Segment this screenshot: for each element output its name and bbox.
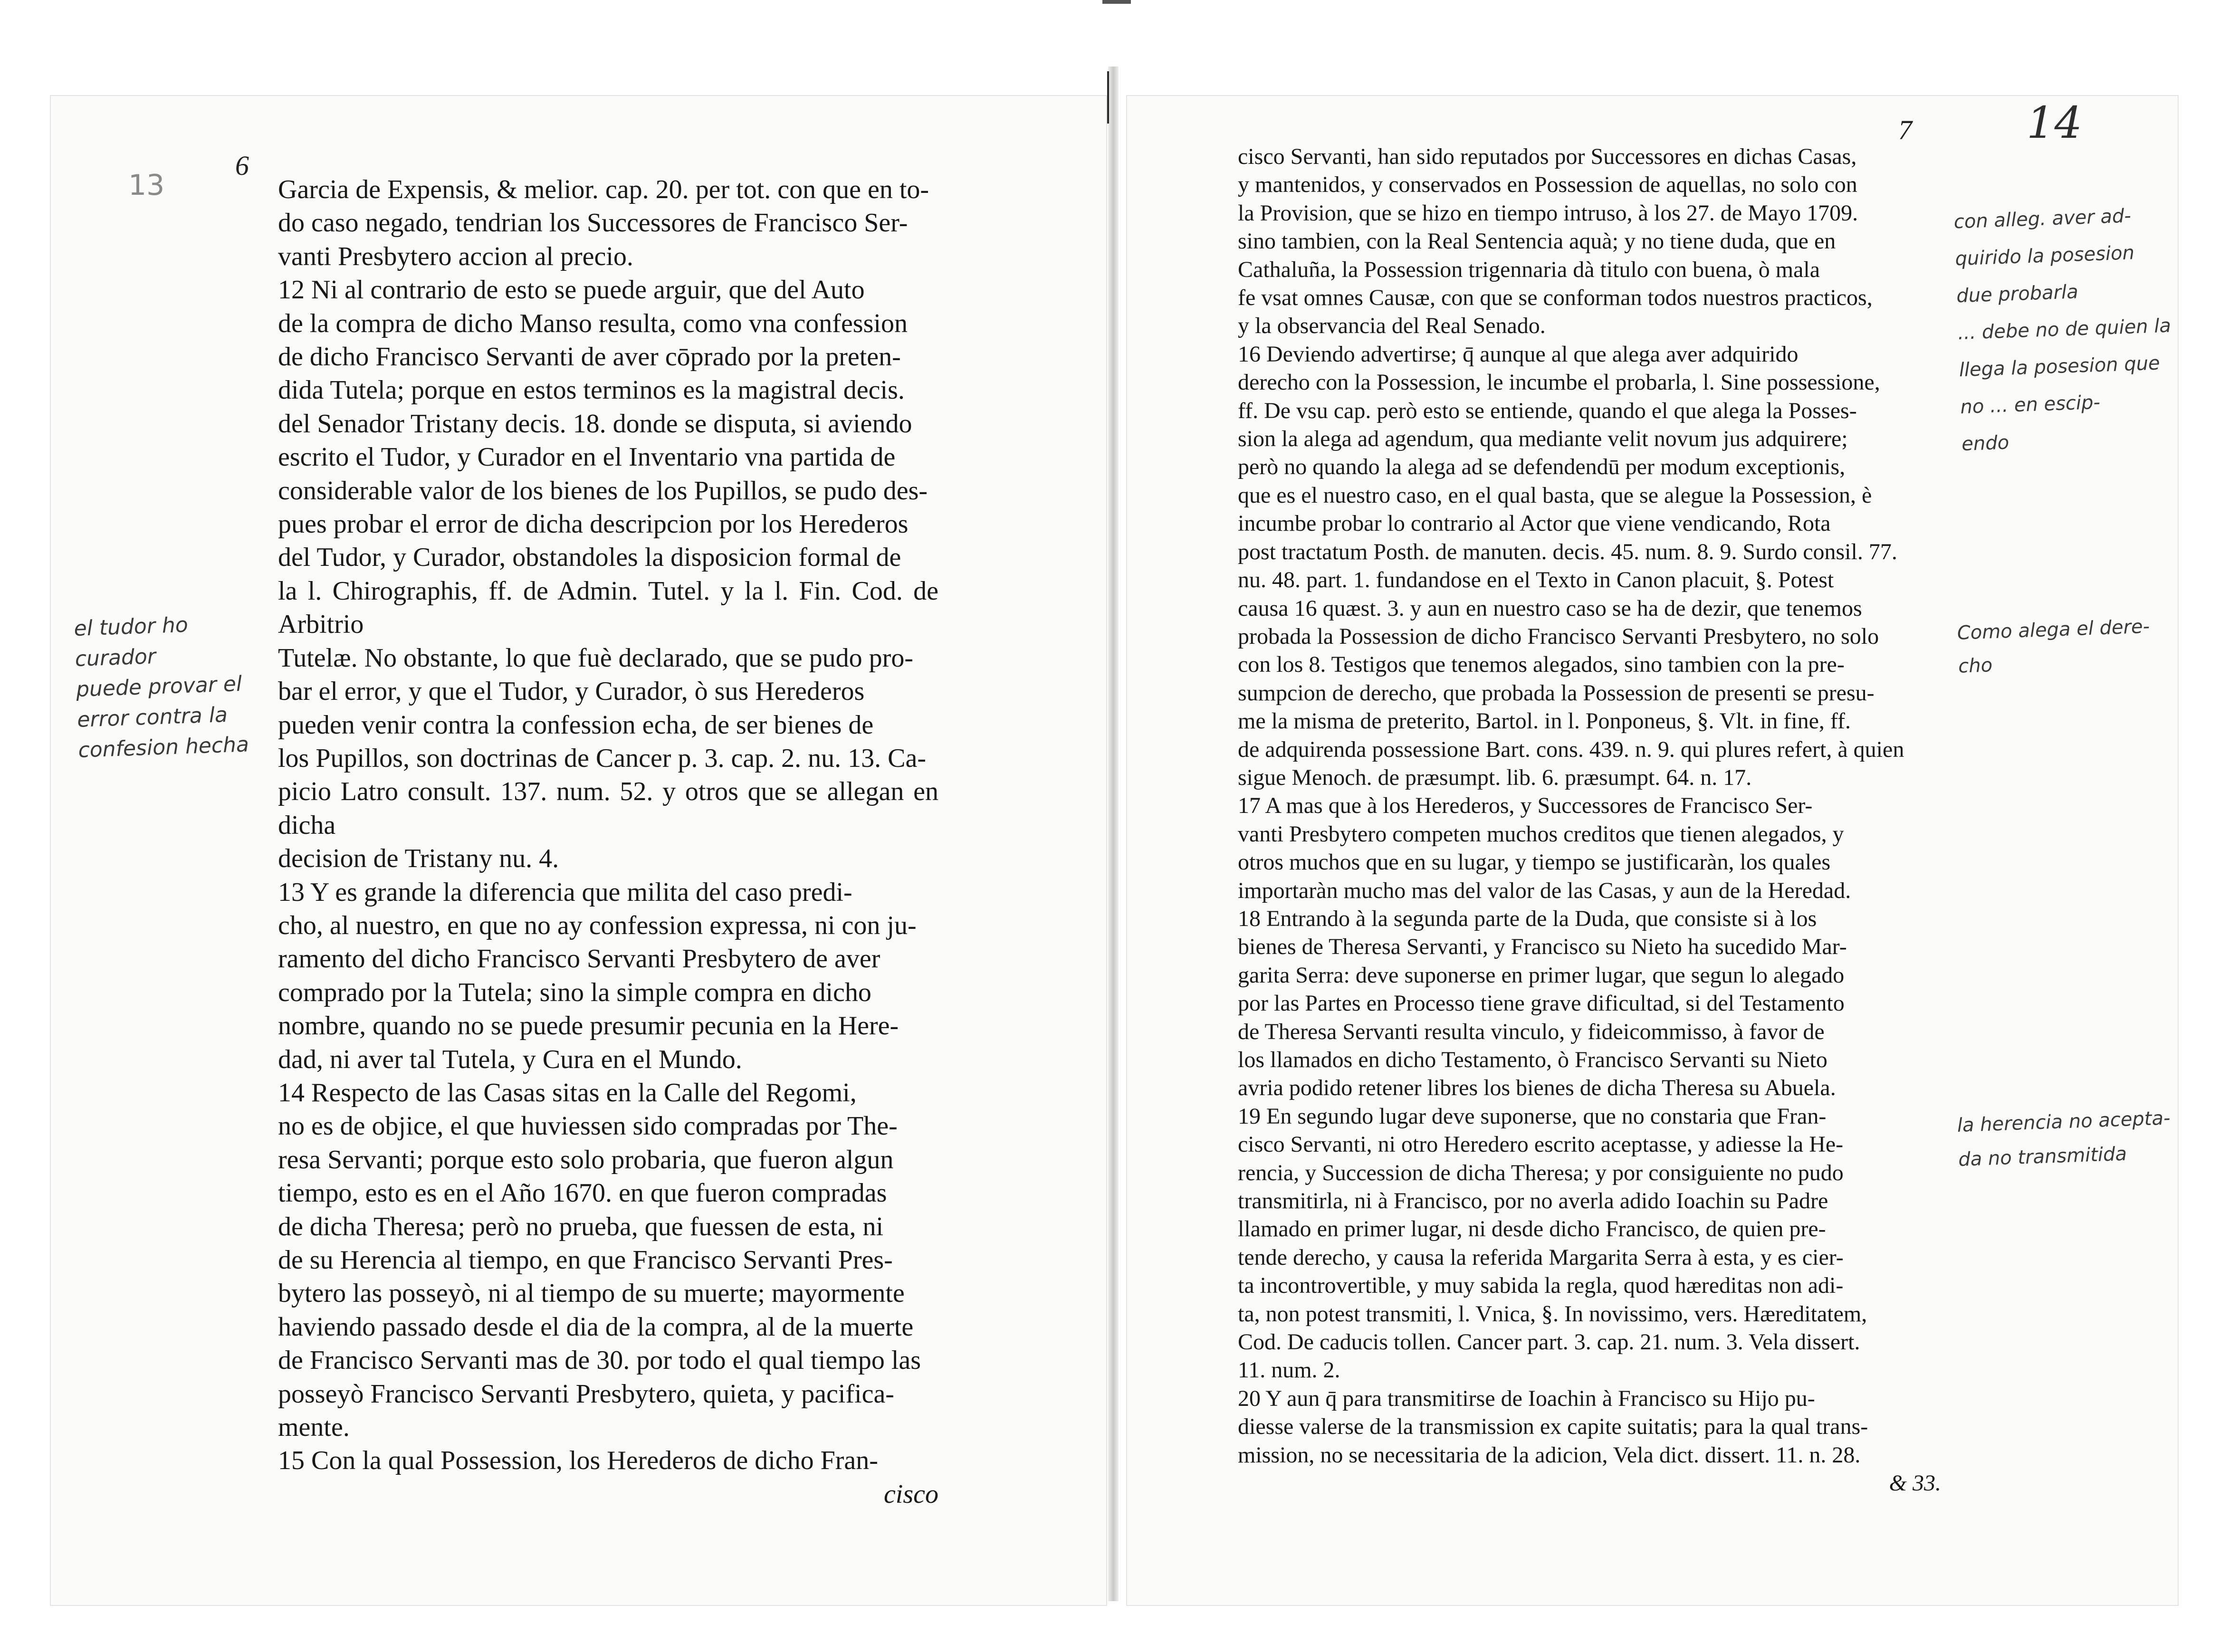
text-line: avria podido retener libres los bienes de dicha Theresa su Abuela. (1238, 1075, 1836, 1101)
text-line: bienes de Theresa Servanti, y Francisco su Nieto ha sucedido Mar- (1238, 934, 1847, 960)
text-line: vanti Presbytero competen muchos creditos que tienen alegados, y (1238, 821, 1844, 847)
text-line: de adquirenda possessione Bart. cons. 439. n. 9. qui plures refert, à quien (1238, 736, 1904, 762)
text-line: derecho con la Possession, le incumbe el probarla, l. Sine possessione, (1238, 370, 1880, 395)
text-line: 19 En segundo lugar deve suponerse, que no constaria que Fran- (1238, 1103, 1827, 1129)
text-line: decision de Tristany nu. 4. (278, 844, 559, 874)
text-line: resa Servanti; porque esto solo probaria, que fueron algun (278, 1145, 894, 1175)
text-line: 16 Deviendo advertirse; q̄ aunque al que alega aver adquirido (1238, 341, 1799, 367)
text-line: de Francisco Servanti mas de 30. por todo el qual tiempo las (278, 1346, 921, 1375)
text-line: cisco Servanti, han sido reputados por Successores en dichas Casas, (1238, 144, 1857, 169)
text-line: nu. 48. part. 1. fundandose en el Texto in Canon placuit, §. Potest (1238, 567, 1834, 593)
text-line: con los 8. Testigos que tenemos alegados, sino tambien con la pre- (1238, 652, 1845, 678)
text-line: 11. num. 2. (1238, 1357, 1340, 1383)
text-line: mission, no se necessitaria de la adicion, Vela dict. dissert. 11. n. 28. (1238, 1442, 1861, 1468)
text-line: dida Tutela; porque en estos terminos es la magistral decis. (278, 375, 905, 405)
text-line: Garcia de Expensis, & melior. cap. 20. per tot. con que en to- (278, 175, 929, 204)
text-line: la l. Chirographis, ff. de Admin. Tutel. y la l. Fin. Cod. de Arbitrio (278, 576, 938, 640)
text-line: però no quando la alega ad se defendendū per modum exceptionis, (1238, 454, 1846, 480)
text-line: cho, al nuestro, en que no ay confession expressa, ni con ju- (278, 910, 917, 940)
text-line: transmitirla, ni à Francisco, por no averla adido Ioachin su Padre (1238, 1188, 1828, 1214)
text-line: sino tambien, con la Real Sentencia aquà; y no tiene duda, que en (1238, 229, 1836, 254)
text-line: de Theresa Servanti resulta vinculo, y fideicommisso, à favor de (1238, 1019, 1825, 1044)
text-line: sumpcion de derecho, que probada la Possession de presenti se presu- (1238, 680, 1875, 706)
text-line: 15 Con la qual Possession, los Herederos de dicho Fran- (278, 1446, 878, 1476)
text-line: ff. De vsu cap. però esto se entiende, quando el que alega la Posses- (1238, 398, 1857, 423)
text-line: de dicho Francisco Servanti de aver cōprado por la preten- (278, 342, 901, 372)
text-line: vanti Presbytero accion al precio. (278, 241, 633, 271)
text-line: de su Herencia al tiempo, en que Francisco Servanti Pres- (278, 1245, 893, 1275)
catchword: & 33. (1889, 1471, 1941, 1496)
text-line: ta incontrovertible, y muy sabida la regla, quod hæreditas non adi- (1238, 1273, 1844, 1299)
right-margin-note-2: Como alega el dere- cho (1957, 615, 2150, 678)
text-line: escrito el Tudor, y Curador en el Inventario vna partida de (278, 442, 896, 472)
text-line: tiempo, esto es en el Año 1670. en que fueron compradas (278, 1178, 887, 1208)
text-line: 13 Y es grande la diferencia que milita del caso predi- (278, 877, 852, 907)
text-line: me la misma de preterito, Bartol. in l. Ponponeus, §. Vlt. in fine, ff. (1238, 708, 1851, 734)
text-line: comprado por la Tutela; sino la simple compra en dicho (278, 977, 871, 1007)
text-line: no es de objice, el que huviessen sido compradas por The- (278, 1111, 898, 1141)
right-margin-note-1: con alleg. aver ad- quirido la posesion due probarla ... debe no de quien la llega la posesion que no ... en escip- endo (1953, 205, 2172, 456)
text-line: sion la alega ad agendum, qua mediante velit novum jus adquirere; (1238, 426, 1848, 452)
text-line: otros muchos que en su lugar, y tiempo se justificaràn, los quales (1238, 850, 1831, 875)
text-line: y la observancia del Real Senado. (1238, 313, 1546, 339)
folio-number: 14 (2027, 97, 2083, 148)
catchword: cisco (883, 1479, 938, 1509)
text-line: do caso negado, tendrian los Successores de Francisco Ser- (278, 208, 908, 238)
text-line: de dicha Theresa; però no prueba, que fuessen de esta, ni (278, 1212, 884, 1241)
text-line: Cathaluña, la Possession trigennaria dà titulo con buena, ò mala (1238, 257, 1820, 282)
text-line: 18 Entrando à la segunda parte de la Duda, que consiste si à los (1238, 906, 1817, 931)
text-line: por las Partes en Processo tiene grave dificultad, si del Testamento (1238, 991, 1845, 1016)
text-line: probada la Possession de dicho Francisco Servanti Presbytero, no solo (1238, 623, 1879, 649)
text-line: fe vsat omnes Causæ, con que se conforman todos nuestros practicos, (1238, 285, 1873, 311)
text-line: Cod. De caducis tollen. Cancer part. 3. cap. 21. num. 3. Vela dissert. (1238, 1329, 1860, 1355)
text-line: de la compra de dicho Manso resulta, como vna confession (278, 308, 908, 338)
left-marginal-mark: 13 (128, 169, 165, 202)
text-line: rencia, y Succession de dicha Theresa; y por consiguiente no pudo (1238, 1160, 1844, 1185)
top-edge-mark (1102, 0, 1131, 4)
text-line: nombre, quando no se puede presumir pecunia en la Here- (278, 1011, 899, 1041)
left-margin-note: el tudor ho curador puede provar el error contra la confesion hecha (73, 612, 249, 763)
text-line: posseyò Francisco Servanti Presbytero, quieta, y pacifica- (278, 1379, 894, 1409)
right-page-text (1238, 143, 1941, 1498)
text-line: del Senador Tristany decis. 18. donde se disputa, si aviendo (278, 409, 912, 439)
text-line: importaràn mucho mas del valor de las Casas, y aun de la Heredad. (1238, 878, 1851, 903)
text-line: sigue Menoch. de præsumpt. lib. 6. præsumpt. 64. n. 17. (1238, 764, 1752, 790)
text-line: llamado en primer lugar, ni desde dicho Francisco, de quien pre- (1238, 1216, 1826, 1242)
text-line: diesse valerse de la transmission ex capite suitatis; para la qual trans- (1238, 1414, 1868, 1440)
text-line: 20 Y aun q̄ para transmitirse de Ioachin à Francisco su Hijo pu- (1238, 1385, 1815, 1411)
text-line: 12 Ni al contrario de esto se puede arguir, que del Auto (278, 275, 865, 305)
text-line: mente. (278, 1413, 350, 1442)
text-line: cisco Servanti, ni otro Heredero escrito aceptasse, y adiesse la He- (1238, 1132, 1844, 1157)
text-line: haviendo passado desde el dia de la compra, al de la muerte (278, 1312, 914, 1342)
text-line: del Tudor, y Curador, obstandoles la disposicion formal de (278, 543, 901, 573)
text-line: que es el nuestro caso, en el qual basta, que se alegue la Possession, è (1238, 482, 1872, 508)
text-line: ta, non potest transmiti, l. Vnica, §. In novissimo, vers. Hæreditatem, (1238, 1301, 1867, 1327)
text-line: pueden venir contra la confession echa, de ser bienes de (278, 710, 874, 740)
text-line: pues probar el error de dicha descripcion por los Herederos (278, 509, 909, 539)
right-margin-note-3: la herencia no acepta- da no transmitida (1957, 1107, 2171, 1171)
text-line: los Pupillos, son doctrinas de Cancer p. 3. cap. 2. nu. 13. Ca- (278, 743, 927, 773)
text-line: y mantenidos, y conservados en Possession de aquellas, no solo con (1238, 172, 1857, 198)
text-line: dad, ni aver tal Tutela, y Cura en el Mundo. (278, 1044, 742, 1074)
text-line: picio Latro consult. 137. num. 52. y otros que se allegan en dicha (278, 777, 938, 840)
text-line: bytero las posseyò, ni al tiempo de su muerte; mayormente (278, 1279, 905, 1308)
text-line: incumbe probar lo contrario al Actor que viene vendicando, Rota (1238, 511, 1831, 536)
text-line: los llamados en dicho Testamento, ò Francisco Servanti su Nieto (1238, 1047, 1827, 1072)
text-line: garita Serra: deve suponerse en primer lugar, que segun lo alegado (1238, 962, 1845, 988)
left-page-text (278, 173, 938, 1511)
left-page-number: 6 (235, 150, 249, 181)
text-line: post tractatum Posth. de manuten. decis. 45. num. 8. 9. Surdo consil. 77. (1238, 539, 1897, 564)
text-line: la Provision, que se hizo en tiempo intruso, à los 27. de Mayo 1709. (1238, 200, 1858, 226)
text-line: ramento del dicho Francisco Servanti Presbytero de aver (278, 944, 880, 974)
gutter-mark (1107, 71, 1109, 124)
text-line: Tutelæ. No obstante, lo que fuè declarado, que se pudo pro- (278, 643, 913, 673)
book-gutter (1108, 67, 1119, 1601)
text-line: bar el error, y que el Tudor, y Curador, ò sus Herederos (278, 677, 865, 707)
text-line: 17 A mas que à los Herederos, y Successores de Francisco Ser- (1238, 793, 1813, 819)
text-line: causa 16 quæst. 3. y aun en nuestro caso se ha de dezir, que tenemos (1238, 595, 1862, 621)
text-line: tende derecho, y causa la referida Margarita Serra à esta, y es cier- (1238, 1244, 1844, 1270)
right-page-number: 7 (1898, 115, 1912, 145)
text-line: 14 Respecto de las Casas sitas en la Calle del Regomi, (278, 1078, 857, 1108)
text-line: considerable valor de los bienes de los Pupillos, se pudo des- (278, 476, 928, 506)
